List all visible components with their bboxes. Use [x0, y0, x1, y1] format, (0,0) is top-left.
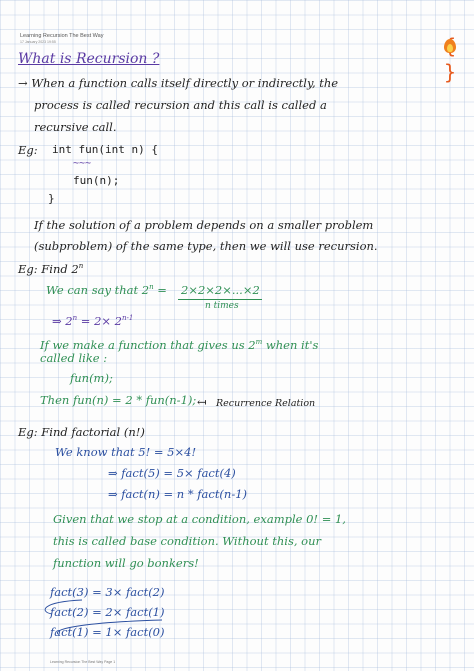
example3-fact2: fact(2) = 2× fact(1): [50, 605, 165, 619]
example2-relation: Recurrence Relation: [216, 398, 316, 409]
example1-code-signature: int fun(int n) {: [52, 143, 158, 156]
example2-times: n times: [205, 301, 239, 311]
example3-given-2: this is called base condition. Without this, our: [53, 534, 321, 548]
example3-given-1: Given that we stop at a condition, example 0! = 1,: [53, 512, 346, 526]
intro-line-1: → When a function calls itself directly or indirectly, the: [18, 76, 339, 90]
fact1-to-fact1-arrow: [57, 620, 162, 634]
rule-line-1: If the solution of a problem depends on a smaller problem: [34, 218, 374, 232]
intro-line-3: recursive call.: [34, 120, 117, 134]
page-title: Learning Recursion The Best Way: [20, 33, 104, 39]
example2-say: We can say that 2$^n$ =: [46, 283, 167, 297]
rule-line-2: (subproblem) of the same type, then we will use recursion.: [34, 239, 378, 253]
fact2-to-fact2-arrow: [45, 600, 82, 614]
example3-fact1: fact(1) = 1× fact(0): [50, 625, 165, 639]
example1-wave: ~~~: [73, 158, 92, 169]
example2-make-line-1: If we make a function that gives us 2$^m$ when it's: [40, 338, 319, 352]
example3-fact5: ⇒ fact(5) = 5× fact(4): [108, 466, 236, 480]
section-heading: What is Recursion ?: [18, 51, 160, 67]
intro-line-2: process is called recursion and this call is called a: [34, 98, 327, 112]
example2-arrow-line: ⇒ $2^n = 2\times 2^{n-1}$: [52, 314, 134, 328]
example3-factn: ⇒ fact(n) = n * fact(n-1): [108, 487, 248, 501]
example2-call: fun(m);: [70, 371, 113, 385]
example1-close-brace: }: [48, 192, 55, 205]
page-footer: Learning Recursion The Best Way Page 1: [50, 660, 116, 664]
example1-label: Eg:: [18, 143, 38, 157]
example1-code-call: fun(n);: [73, 174, 120, 187]
example2-label: Eg: Find 2$^n$: [18, 262, 84, 276]
recurrence-arrow-icon: ↤: [197, 395, 207, 409]
example3-label: Eg: Find factorial (n!): [18, 425, 145, 439]
example3-given-3: function will go bonkers!: [53, 556, 199, 570]
logo-braces: }: [443, 60, 457, 84]
example3-fact3: fact(3) = 3× fact(2): [50, 585, 165, 599]
example3-know: We know that 5! = 5×4!: [55, 445, 197, 459]
page-date: 17 January 2023 19:55: [20, 40, 56, 44]
example2-make-line-2: called like :: [40, 351, 108, 365]
example2-then: Then fun(n) = 2 * fun(n-1);: [40, 393, 197, 407]
example2-product: 2×2×2×...×2: [181, 283, 260, 297]
